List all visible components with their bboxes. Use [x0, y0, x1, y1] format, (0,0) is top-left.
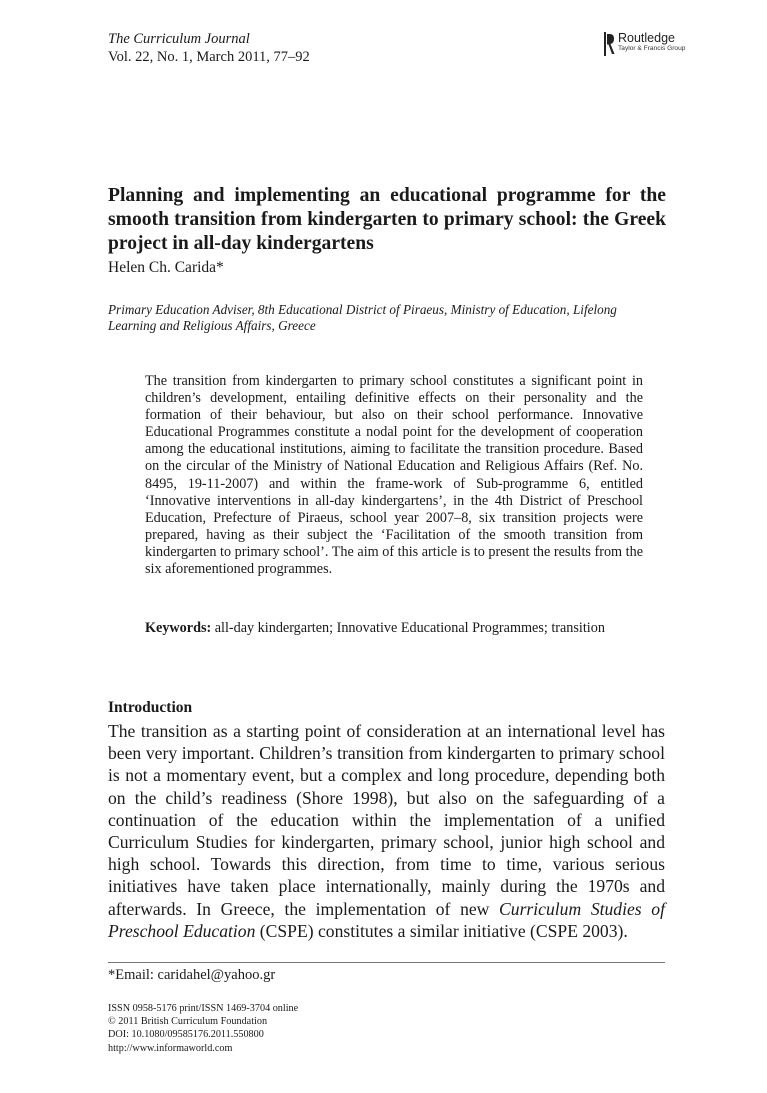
publisher-url: http://www.informaworld.com [108, 1042, 233, 1054]
issn: ISSN 0958-5176 print/ISSN 1469-3704 online [108, 1003, 299, 1014]
routledge-r-logo-icon [604, 32, 615, 56]
journal-citation: Vol. 22, No. 1, March 2011, 77–92 [108, 49, 310, 65]
abstract [145, 373, 643, 578]
introduction-body [108, 720, 665, 942]
introduction-text-end: (CSPE) constitutes a similar initiative (CSPE 2003). [255, 920, 628, 941]
keywords-list: all-day kindergarten; Innovative Educational Programmes; transition [214, 620, 605, 636]
article-author: Helen Ch. Carida* [108, 259, 224, 276]
keywords-label: Keywords: [145, 620, 212, 636]
introduction-paragraph [108, 720, 665, 942]
journal-info [108, 30, 310, 66]
publisher-logo [604, 31, 694, 59]
footnote-divider [108, 962, 665, 963]
article-title: Planning and implementing an educational programme for the smooth transition from kindergarten to primary school: the Greek project in all-day kindergartens [108, 185, 666, 254]
footnote-email: *Email: caridahel@yahoo.gr [108, 967, 276, 983]
publisher-group: Taylor & Francis Group [618, 45, 686, 52]
journal-name: The Curriculum Journal [108, 31, 250, 47]
author-affiliation: Primary Education Adviser, 8th Educational District of Piraeus, Ministry of Education, Lifelong Learning and Religious Affairs, Greece [108, 302, 617, 333]
curriculum-title-italic: Curriculum Studies of Preschool Education [108, 898, 665, 941]
section-heading-introduction: Introduction [108, 699, 193, 716]
doi: DOI: 10.1080/09585176.2011.550800 [108, 1029, 264, 1041]
introduction-text: The transition as a starting point of consideration at an international level has been very important. Children’s transition from kindergarten to primary school is not a momentary event, but a complex and long procedure, depending both on the child’s readiness (Shore 1998), but also on the safeguarding of a continuation of the education within the implementation of a unified Curriculum Studies for kindergarten, primary school, junior high school and high school. Towards this direction, from time to time, various serious initiatives have taken place internationally, mainly during the 1970s and afterwards. In Greece, the implementation of new [108, 721, 665, 919]
imprint [108, 1002, 298, 1055]
abstract-text: The transition from kindergarten to primary school constitutes a significant point in children’s development, entailing definitive effects on their personality and the formation of their behaviour, but also on their school performance. Innovative Educational Programmes constitute a nodal point for the development of cooperation among the educational institutions, aiming to facilitate the transition procedure. Based on the circular of the Ministry of National Education and Religious Affairs (Ref. No. 8495, 19-11-2007) and within the frame-work of Sub-programme 6, entitled ‘Innovative interventions in all-day kindergartens’, in the 4th District of Preschool Education, Prefecture of Piraeus, school year 2007–8, six transition projects were prepared, having as their subject the ‘Facilitation of the smooth transition from kindergarten to primary school’. The aim of this article is to present the results from the six aforementioned programmes. [145, 373, 643, 578]
copyright: © 2011 British Curriculum Foundation [108, 1016, 268, 1028]
keywords [145, 620, 643, 637]
publisher-name: Routledge [618, 31, 675, 45]
